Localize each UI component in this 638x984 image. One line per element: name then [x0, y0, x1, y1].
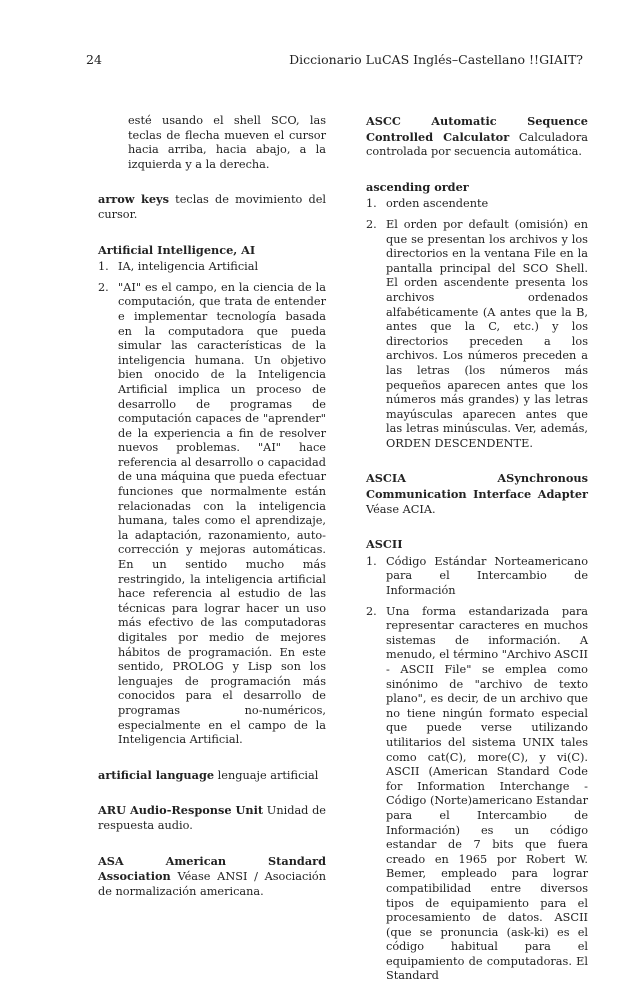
definition-number: 2.	[366, 604, 377, 618]
definition-number: 1.	[366, 554, 377, 568]
entry-term: ascending order	[366, 179, 469, 194]
entry-aru	[98, 803, 326, 833]
entry-definition: lenguaje artificial	[217, 768, 319, 782]
entry-term: artificial language	[98, 767, 215, 782]
left-column	[98, 114, 326, 899]
entry-ascc	[366, 114, 588, 160]
definition-item	[98, 260, 326, 275]
definition-item	[366, 555, 588, 599]
entry-definition: Véase ACIA.	[366, 502, 436, 516]
entry-artificial-language	[98, 768, 326, 784]
entry-definition: teclas de movimiento del cursor.	[98, 193, 327, 221]
definition-text: "AI" es el campo, en la ciencia de la computación, que trata de entender e implementar tecnología basada en la computadora que pueda simular las características de la inteligencia humana. Un objetivo bien onocido de la Inteligencia Artificial implica un proceso de desarrollo de programas de computación capaces de "aprender" de la experiencia a fin de resolver nuevos problemas. "AI" hace referencia al desarrollo o capacidad de una máquina que pueda efectuar funciones que normalmente están relacionadas con la inteligencia humana, tales como el aprendizaje, la adaptación, razonamiento, auto-corrección y mejoras automáticas. En un sentido mucho más restringido, la inteligencia artificial hace referencia al estudio de las técnicas para lograr hacer un uso más efectivo de las computadoras digitales por medio de mejores hábitos de programación. En este sentido, PROLOG y Lisp son los lenguajes de programación más conocidos para el desarrollo de programas no-numéricos, especialmente en el campo de la Inteligencia Artificial.	[118, 280, 326, 747]
entry-term: ARU Audio-Response Unit	[98, 803, 264, 818]
definition-item	[366, 218, 588, 452]
entry-continuation	[98, 114, 326, 172]
definition-number: 2.	[98, 280, 109, 294]
definition-text: Una forma estandarizada para representar caracteres en muchos sistemas de información. A menudo, el término "Archivo ASCII - ASCII File" se emplea como sinónimo de "archivo de texto plano", es decir, de un archivo que no tiene ningún formato especial que puede verse utilizando utilitarios del sistema UNIX tales como cat(C), more(C), y vi(C). ASCII (American Standard Code for Information Interchange - Código (Norte)americano Estandar para el Intercambio de Información) es un código estandar de 7 bits que fuera creado en 1965 por Robert W. Bemer, empleado para lograr compatibilidad entre diversos tipos de equipamiento para el procesamiento de datos. ASCII (que se pronuncia (ask-ki) es el código habitual para el equipamiento de computadoras. El Standard	[386, 604, 588, 983]
entry-asa	[98, 854, 326, 900]
definition-text: El orden por default (omisión) en que se presentan los archivos y los directorios en la ventana File en la pantalla principal del SCO Shell. El orden ascendente presenta los archivos ordenados alfabéticamente (A antes que la B, antes que la C, etc.) y los directorios preceden a los archivos. Los números preceden a las letras (los números más pequeños aparecen antes que los números más grandes) y las letras mayúsculas aparecen antes que las letras minúsculas. Ver, además, ORDEN DESCENDENTE.	[386, 217, 588, 450]
entry-arrow-keys	[98, 192, 326, 222]
entry-ascia	[366, 471, 588, 517]
entry-artificial-intelligence	[98, 243, 326, 748]
definition-number: 1.	[98, 260, 109, 274]
entry-term: ASA American Standard Association	[98, 853, 326, 884]
definition-list	[366, 555, 588, 984]
entry-ascending-order	[366, 180, 588, 452]
running-title: Diccionario LuCAS Inglés–Castellano !!GIAIT?	[289, 52, 583, 67]
entry-definition: Véase ANSI / Asociación de normalización americana.	[98, 870, 327, 898]
definition-list	[98, 260, 326, 748]
continuation-text: esté usando el shell SCO, las teclas de flecha mueven el cursor hacia arriba, hacia abajo, a la izquierda y a la derecha.	[128, 114, 326, 171]
definition-text: Código Estándar Norteamericano para el Intercambio de Información	[386, 554, 588, 598]
entry-definition: Unidad de respuesta audio.	[98, 804, 326, 832]
definition-text: IA, inteligencia Artificial	[118, 260, 259, 274]
page-number: 24	[86, 52, 102, 67]
entry-term: arrow keys	[98, 192, 169, 207]
definition-item	[98, 281, 326, 748]
entry-definition: Calculadora controlada por secuencia automática.	[366, 130, 588, 159]
entry-term: ASCIA ASynchronous Communication Interface Adapter	[366, 471, 588, 502]
definition-number: 2.	[366, 217, 377, 231]
definition-number: 1.	[366, 197, 377, 211]
definition-text: orden ascendente	[386, 197, 489, 211]
definition-item	[366, 605, 588, 984]
entry-ascii	[366, 537, 588, 984]
definition-list	[366, 197, 588, 451]
entry-term: ASCC Automatic Sequence Controlled Calculator	[366, 114, 588, 144]
entry-term: Artificial Intelligence, AI	[98, 242, 256, 257]
right-column	[366, 114, 588, 984]
page-header	[86, 52, 583, 72]
entry-term: ASCII	[366, 537, 403, 552]
definition-item	[366, 197, 588, 212]
